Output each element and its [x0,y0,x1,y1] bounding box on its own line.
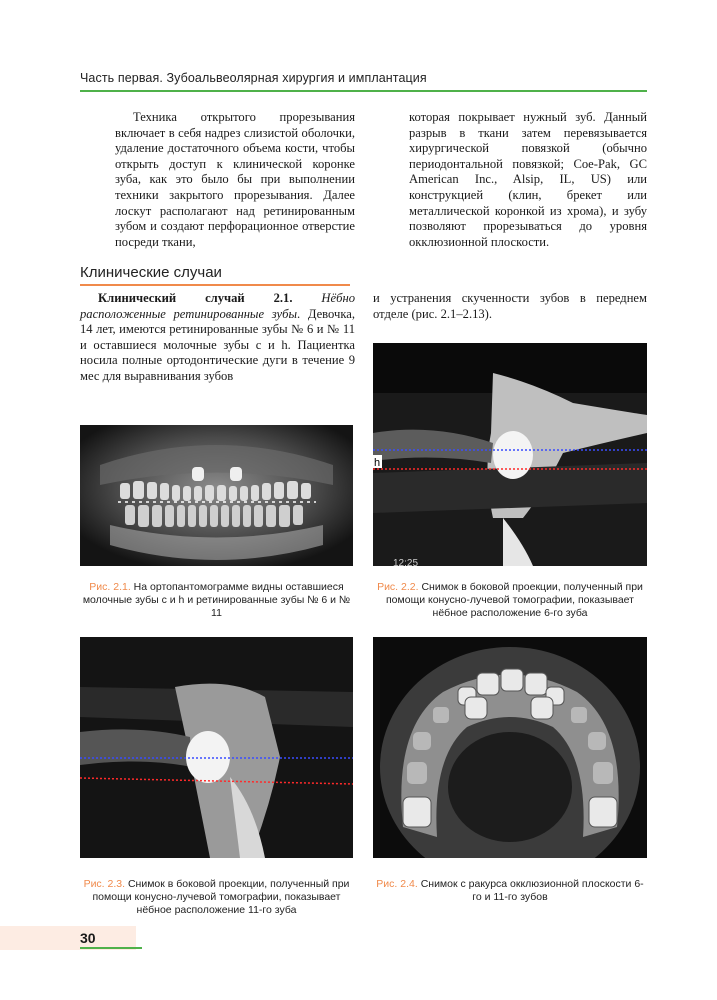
figure-2-1-caption [80,581,353,620]
figure-2-2-partial-text: 12:25 [393,558,419,566]
intro-left-text: Техника открытого прорезывания включает в себя надрез слизистой оболочки, удаление достаточного объема кости, чтобы открыть доступ к клинической коронке зуба, как это было бы при выполнении техники закрытого прорезывания. Далее лоскут располагают над ретинированным зубом и создают перфорационное отверстие посреди ткани, [115,110,355,249]
figure-2-1-text: На ортопантомограмме видны оставшиеся молочные зубы c и h и ретинированные зубы № 6 и № 11 [82,581,351,619]
running-title: Часть первая. Зубоальвеолярная хирургия и имплантация [80,71,427,85]
figure-2-2-label: Рис. 2.2. [377,581,419,593]
page-number-rule [80,947,142,949]
figure-2-1-image [80,425,353,566]
figure-2-3-image [80,637,353,858]
figure-2-4-label: Рис. 2.4. [376,878,418,890]
case-continuation-block [373,291,647,322]
case-continuation: и устранения скученности зубов в переднем отделе (рис. 2.1–2.13). [373,291,647,321]
section-title: Клинические случаи [80,264,222,281]
figure-2-2-image [373,343,647,566]
figure-2-2-marker: h [374,457,381,469]
figure-2-3-label: Рис. 2.3. [83,878,126,890]
page-number: 30 [80,930,96,946]
figure-2-4-text: Снимок с ракурса окклюзионной плоскости 6-го и 11-го зубов [420,878,644,903]
figure-2-4-image [373,637,647,858]
figure-2-1-label: Рис. 2.1. [89,581,131,593]
figure-2-3-text: Снимок в боковой проекции, полученный при помощи конусно-лучевой томографии, показывает нёбное расположение 11-го зуба [92,878,350,916]
case-body: . Девочка, 14 лет, имеются ретинированные зубы № 6 и № 11 и оставшиеся молочные зубы c и h. Пациентка носила полные ортодонтические дуги в течение 9 мес для выравнивания зубов [80,306,355,383]
case-paragraph [80,291,355,385]
intro-left-column [115,110,355,250]
intro-right-text: которая покрывает нужный зуб. Данный разрыв в ткани затем перевязывается хирургической повязкой (обычно периодонтальной повязкой; Coe-Pak, GC American Inc., Alsip, IL, US) или конструкцией (клин, брекет или металлической коронкой из хрома), и зубу позволяют прорезываться до уровня окклюзионной плоскости. [409,110,647,249]
section-rule [80,284,350,286]
intro-right-column [409,110,647,250]
case-label: Клинический случай 2.1. [98,291,293,305]
header-rule [80,90,647,92]
figure-2-4-caption [373,878,647,904]
figure-2-2-text: Снимок в боковой проекции, полученный при помощи конусно-лучевой томографии, показывает нёбное расположение 6-го зуба [386,581,643,619]
case-subtitle: Нёбно расположенные ретинированные зубы [80,291,355,321]
figure-2-3-caption [80,878,353,917]
figure-2-2-caption [373,581,647,620]
